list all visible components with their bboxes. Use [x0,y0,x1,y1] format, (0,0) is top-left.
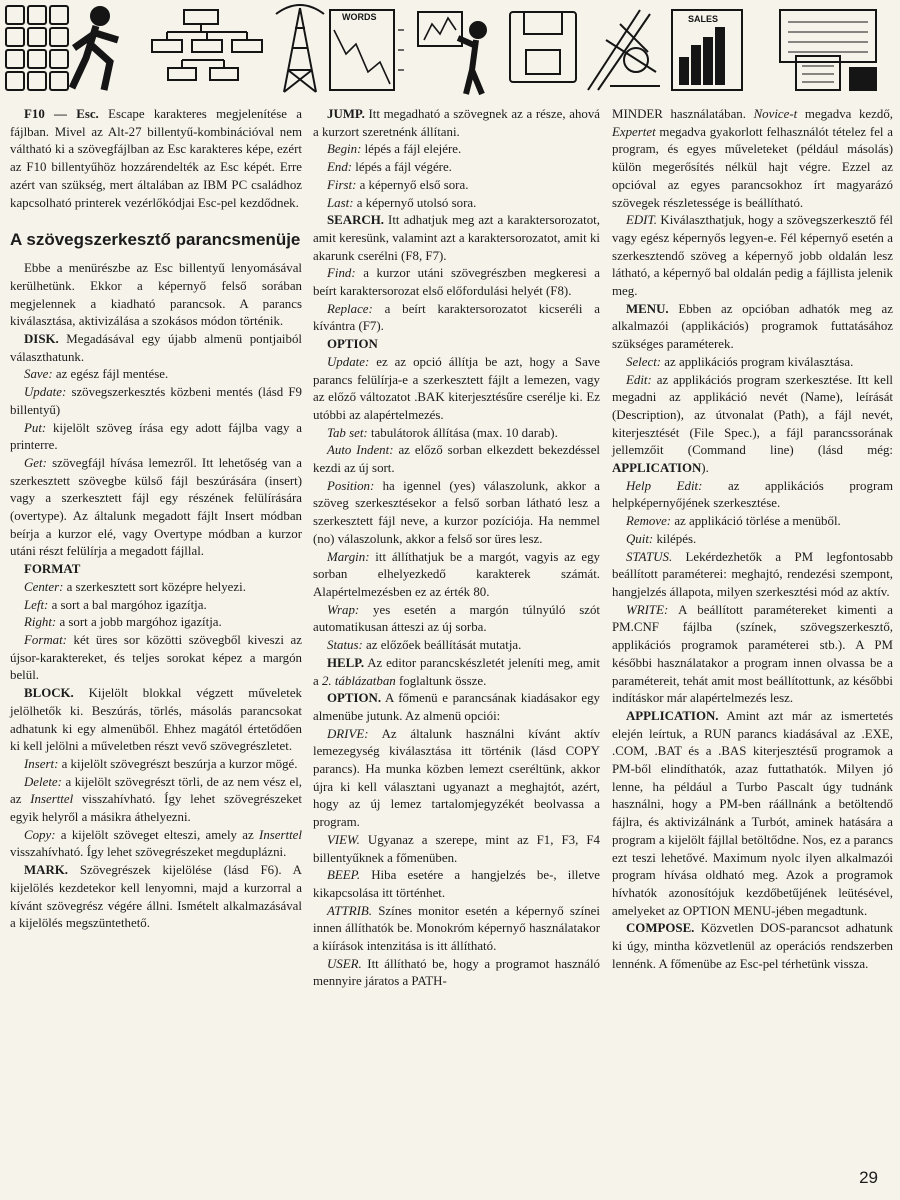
update-option-item: Update: ez az opció állítja be azt, hogy a Save parancs felülírja-e a szerkesztett fájlt a lemezen, vagy az előző változatot .BAK kiterjesztésűre cserélje ki. Ez utóbbi az alapértelmezés. [313,354,600,422]
menu-paragraph: MENU. Ebben az opcióban adhatók meg az alkalmazói (applikációs) programok futtatásához szükséges paraméterek. [612,301,893,352]
tools-icon [588,10,660,90]
block-paragraph: BLOCK. Kijelölt blokkal végzett műveletek jelölhetők ki. Beszúrás, törlés, másolás parancsokat adhatunk ki egy almenüből. Ehhez magától értetődően ki kell jelölni a műveletben részt vevő szövegrészletet. [10,686,302,754]
help-paragraph: HELP. Az editor parancskészletét jeleníti meg, amit a 2. táblázatban foglaltunk össze. [313,655,600,688]
option-paragraph: OPTION. A főmenü e parancsának kiadásakor egy almenübe jutunk. Az almenü opciói: [313,691,600,723]
jump-paragraph: JUMP. Itt megadható a szövegnek az a része, ahová a kurzort szeretnénk állítani. [313,107,600,139]
insert-item: Insert: a kijelölt szövegrészt beszúrja a kurzor mögé. [24,756,298,771]
banner-illustration [0,0,900,98]
status-item: Status: az előzőek beállítását mutatja. [327,638,522,653]
f10-paragraph: F10 — Esc. Escape karakteres megjelenítése a fájlban. Mivel az Alt-27 billentyű-kombinációval nem váltható ki a szövegfájlban az Esc karakteres képe, ezért az F10 billentyűhöz hozzárendelték az Esc képét. Erre azért van szükség, mert általában az IBM PC családhoz kapcsolható printerek vezérlőkódjai Esc-pel kezdődnek. [10,107,302,210]
tree-icon [152,10,262,80]
column-2 [313,106,600,991]
disk-paragraph: DISK. Megadásával egy újabb almenü pontjaiból választhatunk. [10,332,302,364]
format-item: Format: két üres sor közötti szövegből kiveszi az újsor-karaktereket, és teljes sorokat képez a margón belül. [10,632,302,683]
margin-item: Margin: itt állíthatjuk be a margót, vagyis az egy sorban elhelyezkedő karakterek számát. Alapértelmezésben ez az érték 80. [313,549,600,599]
runner-icon [72,7,118,90]
search-paragraph: SEARCH. Itt adhatjuk meg azt a karaktersorozatot, amit keresünk, valamint azt a karaktersorozatot, amit ki akarunk cserélni (F8, F7). [313,213,600,263]
user-item: USER. Itt állítható be, hogy a programot használó mennyire járatos a PATH- [313,956,600,989]
edit-item: EDIT. Kiválaszthatjuk, hogy a szövegszerkesztő fél vagy egész képernyős legyen-e. Fél képernyő esetén a szerkesztendő szöveg a képernyő jobb oldalán lesz látható, a képernyő bal oldalán pedig a fájllista jelenik meg. [612,213,893,299]
compose-paragraph: COMPOSE. Közvetlen DOS-parancsot adhatunk ki úgy, mintha közvetlenül az operációs rendszerben lennénk. A főmenübe az Esc-pel térhetünk vissza. [612,921,893,971]
put-item: Put: kijelölt szöveg írása egy adott fájlba vagy a printerre. [10,420,302,453]
column-3 [612,106,893,973]
disk-icon [510,12,576,82]
drive-item: DRIVE: Az általunk használni kívánt aktív lemezegység kiválasztása itt történik (lásd COPY parancs). Ha munka közben lemezt cseréltünk, akkor újra ki kell választani ugyanazt a meghajtót, azért, hogy az új lemez tartalomjegyzékét beolvassa a program. [313,726,600,830]
tower-icon [276,5,324,92]
chart-icon [330,10,404,90]
view-item: VIEW. Ugyanaz a szerepe, mint az F1, F3, F4 billentyűknek a főmenüben. [313,832,600,865]
remove-item: Remove: az applikáció törlése a menüből. [626,514,841,529]
application-paragraph: APPLICATION. Amint azt már az ismertetés elején leírtuk, a RUN parancs kiadásával az .EXE, .COM, .BAT és a .BAS kiterjesztésű programok a PM-ből elindíthatók, azaz futtathatók. Milyen jó lenne, ha például a Turbo Pascalt úgy tudnánk használni, hogy a PM-ben ráállnánk a betöltendő fájlra, és aktivizálnánk a Turbót, aminek hatására a program a kijelölt fájllal betöltődne. Nos, ez a parancs ezt teszi lehetővé. Maximum nyolc ilyen alkalmazói program hívása oldható meg. Azok a programok hívhatók azonosítójuk kezdőbetűjének leütésével, amelyeket az OPTION MENU-jében megadtunk. [612,708,893,918]
intro-paragraph: Ebbe a menürészbe az Esc billentyű lenyomásával kerülhetünk. Ekkor a képernyő felső sorában megjelennek a kiadható parancsok. A parancs kiválasztása, aktivizálása a szokásos módon történik. [10,261,302,329]
status-paragraph: STATUS. Lekérdezhetők a PM legfontosabb beállított paraméterei: meghajtó, rendezési szempont, hangjelzés állapota, milyen szerkesztési mód az aktív. [612,549,893,599]
last-item: Last: a képernyő utolsó sora. [327,195,477,210]
page-number: 29 [859,1168,878,1187]
get-item: Get: szövegfájl hívása lemezről. Itt lehetőség van a szerkesztett szövegbe külső fájl beszúrására (insert) vagy a szerkesztett fájl egy részének felülírására (overtype). Az általunk megadott fájlt Insert módban beírja a kurzor elé, vagy Overtype módban a kurzor utáni részt felülírja a megadott fájllal. [10,455,302,559]
write-paragraph: WRITE: A beállított paramétereket kimenti a PM.CNF fájlba (színek, szövegszerkesztő, applikációs programok paraméterei stb.). A PM későbbi használatakor a program innen olvassa be a paramétereit, tehát amit most beállítottunk, az későbbi indításkor már alapértelmezés lesz. [612,602,893,706]
select-item: Select: az applikációs program kiválasztása. [626,354,854,369]
presenter-icon [418,12,486,94]
update-item: Update: szövegszerkesztés közbeni mentés (lásd F9 billentyű) [10,385,302,417]
save-item: Save: az egész fájl mentése. [24,367,169,382]
autoindent-item: Auto Indent: az előző sorban elkezdett bekezdéssel kezdi az új sort. [313,443,600,476]
column-1 [10,106,302,933]
mark-paragraph: MARK. Szövegrészek kijelölése (lásd F6). A kijelölés kezdetekor kell lenyomni, majd a kurzorral a kívánt szövegrész végére állni. Ismételt alkalmazásával a kijelölés megszüntethető. [10,863,302,931]
right-item: Right: a sort a jobb margóhoz igazítja. [24,615,222,630]
left-item: Left: a sort a bal margóhoz igazítja. [24,597,207,612]
wrap-item: Wrap: yes esetén a margón túlnyúló szót automatikusan átteszi az új sorba. [313,602,600,635]
replace-item: Replace: a beírt karaktersorozatot kicseréli a kívántra (F7). [313,301,600,334]
user-continuation: MINDER használatában. Novice-t megadva kezdő, Expertet megadva gyakorlott felhasználót tételez fel a program, és egyes műveleteket (például másolás) külön megerősítés nélkül hajt végre. Ezzel az opcióval az egyes parancsokhoz írt magyarázó szövegek részletessége is beállítható. [612,107,893,210]
center-item: Center: a szerkesztett sort középre helyezi. [24,579,246,594]
section-title: A szövegszerkesztő parancsmenüje [10,230,301,250]
begin-item: Begin: lépés a fájl elejére. [327,142,462,157]
banner-words-label: WORDS [342,12,377,22]
bar-chart-icon [672,10,742,90]
format-heading: FORMAT [24,562,81,577]
find-item: Find: a kurzor utáni szövegrészben megkeresi a beírt karaktersorozat első előfordulási helyét (F8). [313,266,600,299]
copy-item: Copy: a kijelölt szöveget elteszi, amely az Inserttel visszahívható. Így lehet szövegrészeket megduplázni. [10,827,302,860]
edit-app-item: Edit: az applikációs program szerkesztése. Itt kell megadni az applikáció nevét (Name), leírását (Description), az útvonalat (Path), a fájl nevét, kiterjesztését (File Spec.), a fájl parancssorának jellemzőit (Command line) (lásd még: APPLICATION). [612,372,893,476]
position-item: Position: ha igennel (yes) válaszolunk, akkor a szöveg szerkesztésekor a felső sorban látható lesz a szerkesztett fájl neve, a kurzor pozíciója. Ha nemmel (no) válaszolunk, akkor a felső sor üres lesz. [313,478,600,546]
banner-sales-label: SALES [688,14,719,24]
keypad-icon [6,6,68,90]
tabset-item: Tab set: tabulátorok állítása (max. 10 darab). [327,425,558,440]
option-heading: OPTION [327,337,378,352]
quit-item: Quit: kilépés. [626,531,697,546]
beep-item: BEEP. Hiba esetére a hangjelzés be-, illetve kikapcsolása itt történhet. [313,868,600,900]
end-item: End: lépés a fájl végére. [327,160,452,175]
first-item: First: a képernyő első sora. [327,177,469,192]
delete-item: Delete: a kijelölt szövegrészt törli, de az nem vész el, az Inserttel visszahívható. Így lehet szövegrészeket egyik helyről a másikra áthelyezni. [10,774,302,825]
card-file-icon [780,10,876,90]
helpedit-item: Help Edit: az applikációs program helpképernyőjének szerkesztése. [612,478,893,511]
attrib-item: ATTRIB. Színes monitor esetén a képernyő színei innen állíthatók be. Monokróm képernyő használatakor a kiírások intenzitása is itt állítható. [313,903,600,954]
